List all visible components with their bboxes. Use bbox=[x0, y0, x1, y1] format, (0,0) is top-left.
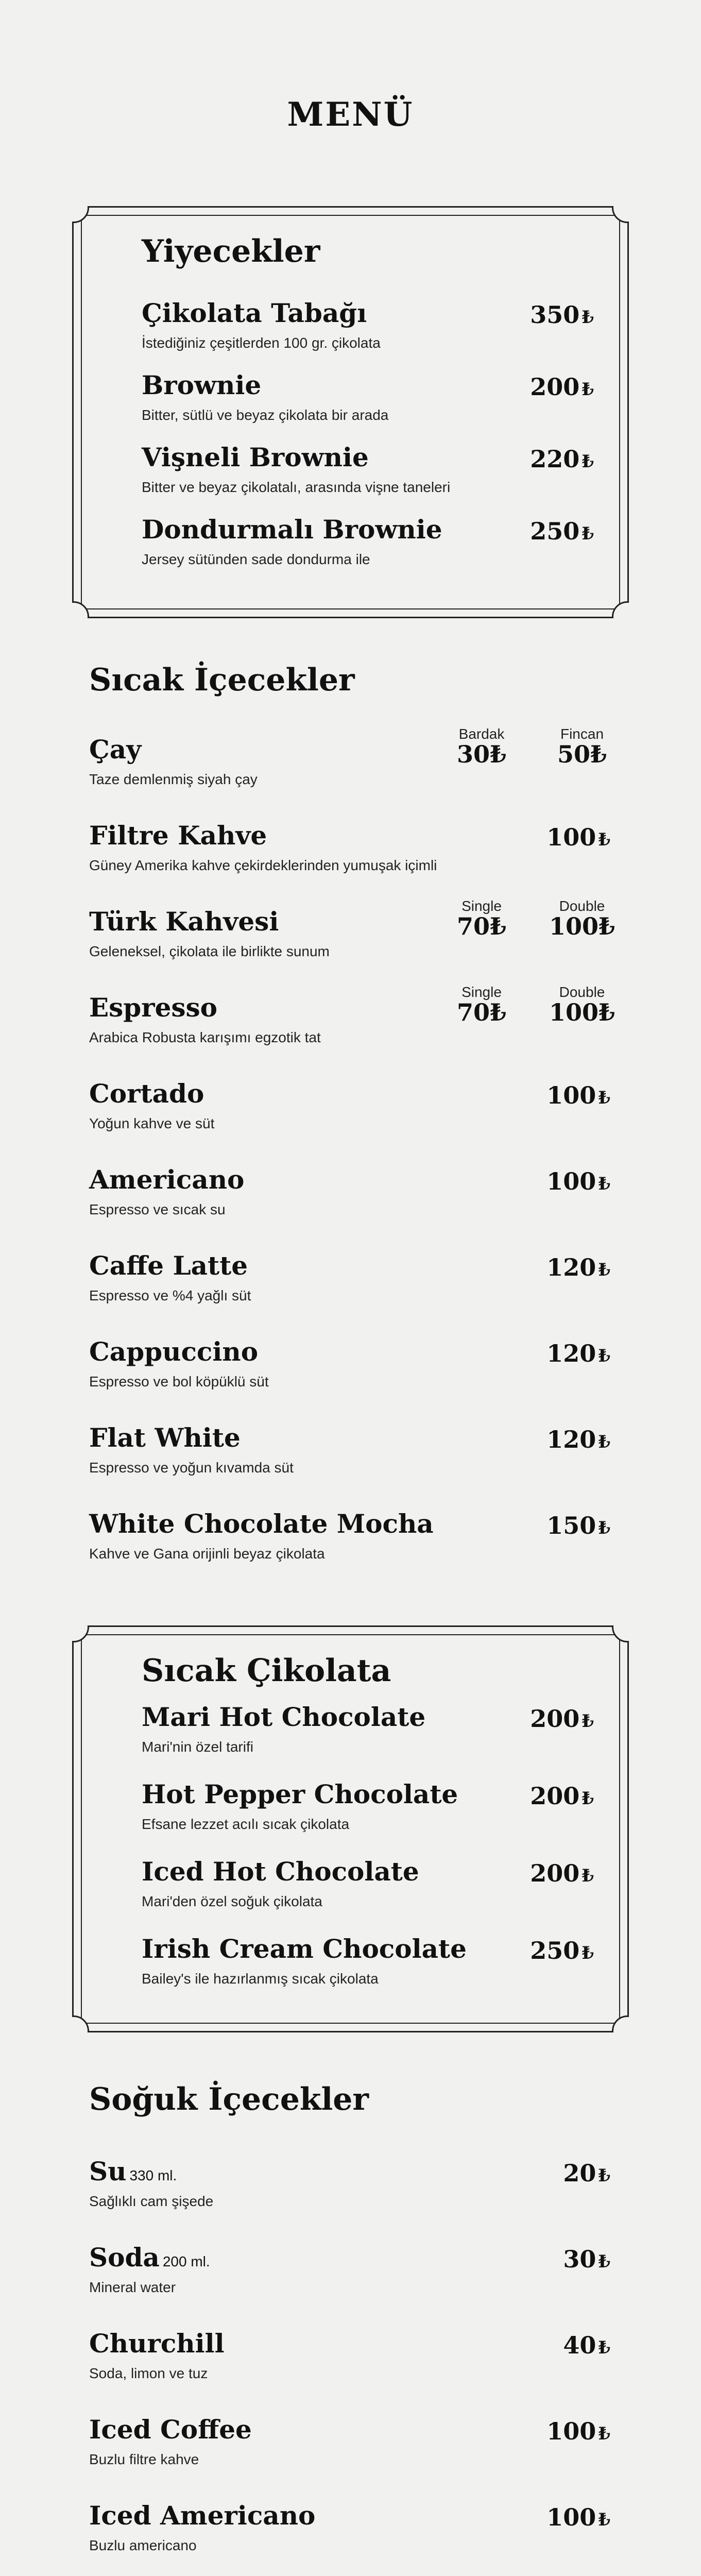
item-price bbox=[507, 823, 610, 851]
price-value: 100 bbox=[546, 2503, 596, 2531]
price-value: 100 bbox=[546, 1167, 596, 1195]
menu-item bbox=[89, 2156, 553, 2211]
menu-item bbox=[89, 1336, 553, 1392]
item-price bbox=[507, 2503, 610, 2531]
item-price bbox=[507, 1253, 610, 1281]
item-description: Mari'nin özel tarifi bbox=[142, 1739, 253, 1755]
item-description: Arabica Robusta karışımı egzotik tat bbox=[89, 1029, 321, 1045]
currency-symbol: ₺ bbox=[599, 998, 615, 1026]
item-name bbox=[142, 1856, 533, 1887]
item-description: Efsane lezzet acılı sıcak çikolata bbox=[142, 1816, 350, 1832]
currency-symbol: ₺ bbox=[490, 740, 507, 768]
item-price bbox=[507, 1340, 610, 1367]
menu-item bbox=[142, 298, 533, 353]
menu-item bbox=[89, 1509, 553, 1564]
price-value: 70 bbox=[456, 912, 490, 940]
size-label: Double bbox=[559, 984, 605, 1000]
item-description: Yoğun kahve ve süt bbox=[89, 1115, 215, 1131]
price-value: 200 bbox=[530, 373, 580, 401]
price-value: 120 bbox=[546, 1253, 596, 1281]
item-name-text: Soda bbox=[89, 2242, 160, 2273]
size-label: Fincan bbox=[560, 726, 604, 742]
price-value: 30 bbox=[563, 2245, 596, 2273]
item-name-text: Türk Kahvesi bbox=[89, 906, 279, 937]
item-price bbox=[491, 1705, 594, 1733]
item-price bbox=[507, 2159, 610, 2187]
currency-symbol: ₺ bbox=[598, 1174, 610, 1194]
item-name bbox=[142, 298, 533, 328]
item-price bbox=[491, 1859, 594, 1887]
item-price bbox=[491, 373, 594, 401]
menu-item bbox=[142, 1934, 533, 1989]
item-description: Bailey's ile hazırlanmış sıcak çikolata bbox=[142, 1971, 379, 1987]
price-value: 100 bbox=[549, 912, 599, 940]
currency-symbol: ₺ bbox=[598, 1518, 610, 1538]
item-name-text: Cappuccino bbox=[89, 1336, 259, 1367]
currency-symbol: ₺ bbox=[598, 2251, 610, 2272]
item-name bbox=[89, 1422, 553, 1453]
cold-drinks-title: Soğuk İçecekler bbox=[89, 2081, 369, 2117]
item-price bbox=[446, 998, 518, 1026]
price-value: 250 bbox=[530, 517, 580, 545]
currency-symbol: ₺ bbox=[598, 1260, 610, 1280]
item-name-text: Americano bbox=[89, 1164, 245, 1195]
currency-symbol: ₺ bbox=[490, 912, 507, 940]
item-price bbox=[507, 1512, 610, 1539]
size-label: Single bbox=[461, 898, 502, 914]
item-name bbox=[142, 514, 533, 545]
hot-chocolate-frame bbox=[72, 1625, 629, 2032]
price-value: 200 bbox=[530, 1782, 580, 1810]
menu-item bbox=[89, 1250, 553, 1306]
price-value: 70 bbox=[456, 998, 490, 1026]
size-label: Double bbox=[559, 898, 605, 914]
menu-item bbox=[142, 442, 533, 497]
item-description: Jersey sütünden sade dondurma ile bbox=[142, 551, 370, 567]
item-price bbox=[507, 2417, 610, 2445]
item-name bbox=[142, 1702, 533, 1732]
item-name bbox=[89, 1164, 553, 1195]
hot-drinks-title: Sıcak İçecekler bbox=[89, 662, 355, 698]
price-value: 250 bbox=[530, 1937, 580, 1964]
menu-item bbox=[89, 1078, 553, 1133]
item-name-text: Iced Hot Chocolate bbox=[142, 1856, 419, 1887]
price-value: 40 bbox=[563, 2331, 596, 2359]
currency-symbol: ₺ bbox=[582, 379, 594, 400]
price-value: 120 bbox=[546, 1340, 596, 1367]
item-name bbox=[89, 1509, 553, 1539]
item-name-text: Irish Cream Chocolate bbox=[142, 1934, 467, 1964]
food-title: Yiyecekler bbox=[142, 233, 320, 269]
item-name-text: Caffe Latte bbox=[89, 1250, 248, 1281]
item-price bbox=[446, 912, 518, 940]
item-name-text: Cortado bbox=[89, 1078, 204, 1109]
item-description: Buzlu filtre kahve bbox=[89, 2451, 199, 2467]
item-description: Espresso ve sıcak su bbox=[89, 1201, 226, 1217]
item-price bbox=[491, 301, 594, 329]
item-description: Espresso ve yoğun kıvamda süt bbox=[89, 1460, 294, 1476]
item-name-text: Iced Americano bbox=[89, 2500, 316, 2531]
item-price bbox=[491, 1782, 594, 1810]
item-unit: 200 ml. bbox=[162, 2253, 210, 2269]
menu-item bbox=[89, 2500, 553, 2555]
price-value: 100 bbox=[546, 1081, 596, 1109]
currency-symbol: ₺ bbox=[582, 1866, 594, 1886]
menu-item bbox=[142, 1702, 533, 1757]
item-price bbox=[446, 740, 518, 768]
currency-symbol: ₺ bbox=[590, 740, 607, 768]
item-name-text: Churchill bbox=[89, 2328, 225, 2359]
price-value: 30 bbox=[456, 740, 490, 768]
item-price bbox=[507, 1426, 610, 1453]
item-name-text: Vişneli Brownie bbox=[142, 442, 369, 472]
item-name-text: Hot Pepper Chocolate bbox=[142, 1779, 458, 1809]
food-frame bbox=[72, 206, 629, 618]
item-name-text: Filtre Kahve bbox=[89, 820, 267, 851]
item-name bbox=[89, 2500, 553, 2531]
item-description: Bitter, sütlü ve beyaz çikolata bir arada bbox=[142, 407, 389, 423]
item-name-text: Brownie bbox=[142, 370, 262, 400]
currency-symbol: ₺ bbox=[582, 307, 594, 328]
price-value: 100 bbox=[546, 823, 596, 851]
item-price bbox=[507, 1081, 610, 1109]
menu-item bbox=[89, 1164, 553, 1219]
item-price bbox=[546, 912, 618, 940]
item-name-text: Flat White bbox=[89, 1422, 241, 1453]
price-value: 220 bbox=[530, 445, 580, 473]
item-name-text: Çay bbox=[89, 734, 142, 765]
price-value: 150 bbox=[546, 1512, 596, 1539]
price-value: 20 bbox=[563, 2159, 596, 2187]
item-unit: 330 ml. bbox=[129, 2167, 177, 2183]
menu-item bbox=[89, 2414, 553, 2469]
item-price bbox=[491, 1937, 594, 1964]
price-value: 100 bbox=[549, 998, 599, 1026]
item-name-text: Iced Coffee bbox=[89, 2414, 252, 2445]
price-value: 120 bbox=[546, 1426, 596, 1453]
item-description: İstediğiniz çeşitlerden 100 gr. çikolata bbox=[142, 335, 381, 351]
menu-item bbox=[142, 370, 533, 425]
item-name bbox=[142, 1934, 533, 1964]
item-price bbox=[491, 445, 594, 473]
item-name bbox=[89, 1336, 553, 1367]
currency-symbol: ₺ bbox=[582, 1711, 594, 1732]
currency-symbol: ₺ bbox=[598, 2337, 610, 2358]
menu-item bbox=[142, 514, 533, 569]
item-name bbox=[89, 2242, 553, 2273]
item-price bbox=[507, 1167, 610, 1195]
price-value: 50 bbox=[557, 740, 590, 768]
item-name-text: Mari Hot Chocolate bbox=[142, 1702, 426, 1732]
currency-symbol: ₺ bbox=[599, 912, 615, 940]
item-description: Güney Amerika kahve çekirdeklerinden yumuşak içimli bbox=[89, 857, 437, 873]
currency-symbol: ₺ bbox=[598, 1346, 610, 1366]
item-description: Taze demlenmiş siyah çay bbox=[89, 771, 258, 787]
menu-item bbox=[89, 820, 553, 875]
menu-item bbox=[89, 2328, 553, 2383]
currency-symbol: ₺ bbox=[490, 998, 507, 1026]
item-description: Kahve ve Gana orijinli beyaz çikolata bbox=[89, 1546, 325, 1562]
size-label: Bardak bbox=[458, 726, 505, 742]
item-description: Espresso ve %4 yağlı süt bbox=[89, 1287, 251, 1303]
item-description: Sağlıklı cam şişede bbox=[89, 2193, 214, 2209]
item-name bbox=[89, 2414, 553, 2445]
item-name-text: White Chocolate Mocha bbox=[89, 1509, 434, 1539]
item-price bbox=[546, 998, 618, 1026]
item-name bbox=[89, 1250, 553, 1281]
currency-symbol: ₺ bbox=[582, 1943, 594, 1963]
item-price bbox=[507, 2331, 610, 2359]
item-name bbox=[89, 1078, 553, 1109]
item-name bbox=[89, 2156, 553, 2187]
item-name bbox=[89, 2328, 553, 2359]
menu-item bbox=[89, 2242, 553, 2297]
size-label: Single bbox=[461, 984, 502, 1000]
item-description: Soda, limon ve tuz bbox=[89, 2365, 208, 2381]
item-name bbox=[142, 370, 533, 400]
item-price bbox=[491, 517, 594, 545]
currency-symbol: ₺ bbox=[598, 2510, 610, 2530]
hot-chocolate-title: Sıcak Çikolata bbox=[142, 1653, 391, 1689]
currency-symbol: ₺ bbox=[598, 829, 610, 850]
item-name bbox=[142, 442, 533, 472]
item-price bbox=[507, 2245, 610, 2273]
item-description: Bitter ve beyaz çikolatalı, arasında vişne taneleri bbox=[142, 479, 451, 495]
currency-symbol: ₺ bbox=[582, 451, 594, 472]
currency-symbol: ₺ bbox=[598, 2165, 610, 2186]
price-value: 200 bbox=[530, 1705, 580, 1733]
menu-item bbox=[89, 1422, 553, 1478]
currency-symbol: ₺ bbox=[582, 523, 594, 544]
item-description: Mineral water bbox=[89, 2279, 176, 2295]
currency-symbol: ₺ bbox=[598, 1432, 610, 1452]
menu-item bbox=[142, 1779, 533, 1834]
item-name-text: Dondurmalı Brownie bbox=[142, 514, 442, 545]
item-description: Mari'den özel soğuk çikolata bbox=[142, 1893, 322, 1909]
price-value: 350 bbox=[530, 301, 580, 329]
item-name-text: Çikolata Tabağı bbox=[142, 298, 367, 328]
price-value: 100 bbox=[546, 2417, 596, 2445]
item-description: Geleneksel, çikolata ile birlikte sunum bbox=[89, 943, 330, 959]
item-price bbox=[546, 740, 618, 768]
item-description: Espresso ve bol köpüklü süt bbox=[89, 1374, 269, 1389]
item-name bbox=[142, 1779, 533, 1809]
menu-item bbox=[142, 1856, 533, 1911]
price-value: 200 bbox=[530, 1859, 580, 1887]
item-name-text: Su bbox=[89, 2156, 127, 2187]
page-title: MENÜ bbox=[287, 95, 414, 134]
item-description: Buzlu americano bbox=[89, 2537, 197, 2553]
currency-symbol: ₺ bbox=[598, 2424, 610, 2444]
currency-symbol: ₺ bbox=[582, 1788, 594, 1809]
item-name-text: Espresso bbox=[89, 992, 218, 1023]
currency-symbol: ₺ bbox=[598, 1088, 610, 1108]
item-name bbox=[89, 820, 553, 851]
